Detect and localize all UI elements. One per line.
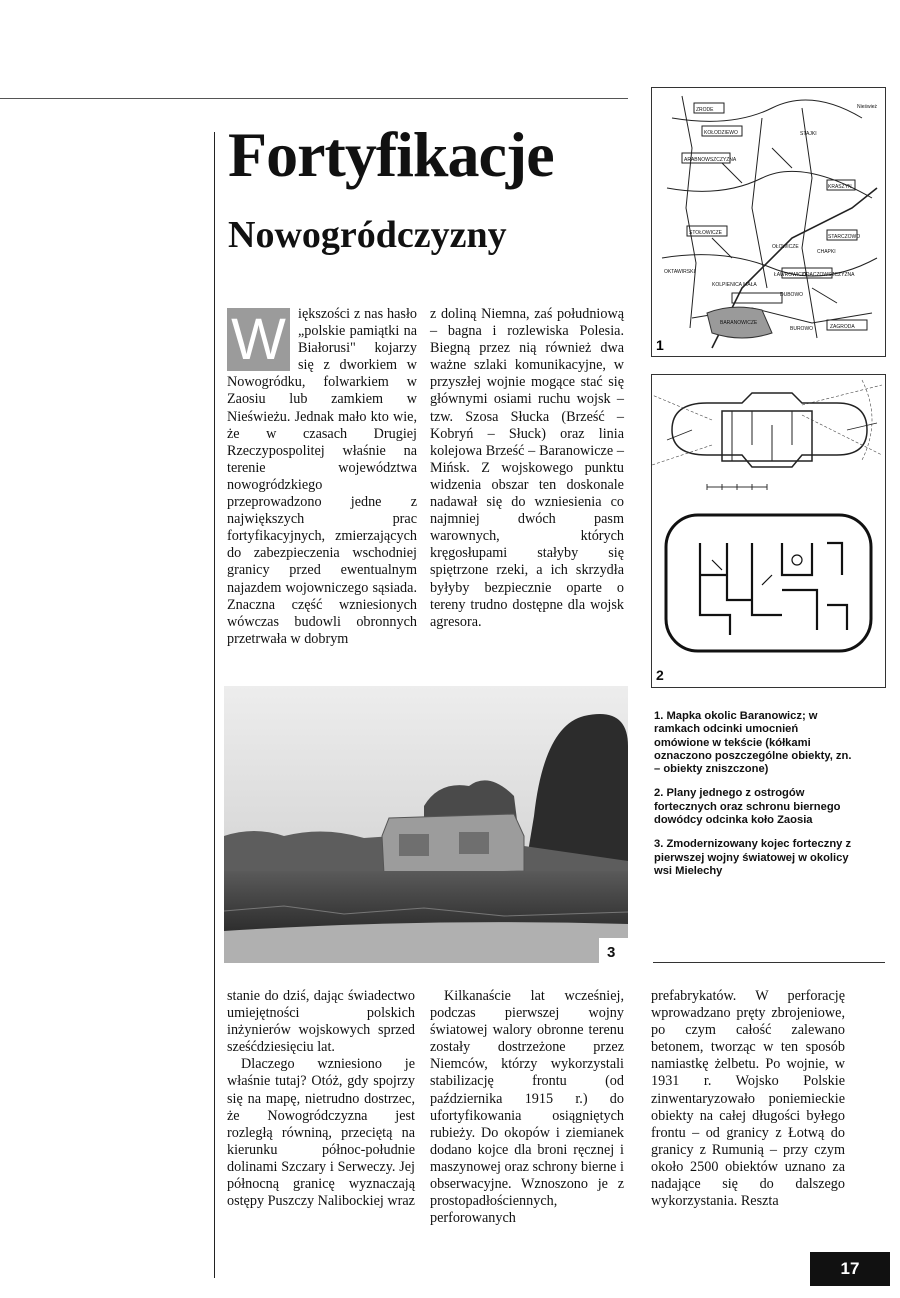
caption-rule: [653, 962, 885, 963]
caption-1: 1. Mapka okolic Baranowicz; w ramkach odcinki umocnień omówione w tekście (kółkami oznaczono poszczególne obiekty, zn. – obiekty zniszczone): [654, 710, 852, 776]
text-column-4: [430, 988, 624, 1227]
paragraph: iększości z nas hasło „polskie pamiątki na Białorusi" kojarzy się z dworkiem w Nowogródku, folwarkiem w Zaosiu lub zamkiem w Nieświeżu. Jednak mało kto wie, że w czasach Drugiej Rzeczypospolitej właśnie na terenie województwa nowogródzkiego przeprowadzono jedne z największych prac fortyfikacyjnych, zmierzających do zabezpieczenia wschodniej granicy przed ewentualnym najazdem wojowniczego sąsiada. Znaczna część wzniesionych wówczas budowli obronnych przetrwała w dobrym: [227, 306, 417, 647]
map-label: ZRODE: [696, 107, 714, 113]
paragraph: prefabrykatów. W perforację wprowadzano pręty zbrojeniowe, po czym całość zalewano betonem, tworząc w ten sposób namiastkę żelbetu. Po wojnie, w 1931 r. Wojsko Polskie zinwentaryzowało poniemieckie obiekty na całej długości byłego frontu – od granicy z Łotwą do granicy z Rumunią – przy czym około 2500 obiektów uznano za nadające się do dalszego wykorzystania. Reszta: [651, 988, 845, 1210]
paragraph: Kilkanaście lat wcześniej, podczas pierwszej wojny światowej walory obronne terenu zostały dostrzeżone przez Niemców, którzy wykorzystali stabilizację frontu (od października 1915 r.) do ufortyfikowania osiągniętych rubieży. Do okopów i ziemianek dodano kojce dla broni ręcznej i maszynowej oraz schrony bierne i obserwacyjne. Wznoszono je z prostopadłościennych, perforowanych: [430, 988, 624, 1227]
page-number: 17: [810, 1252, 890, 1286]
map-label: BUROWO: [790, 326, 814, 332]
map-label: KRASZYN: [828, 184, 852, 190]
figure-number: 1: [656, 337, 664, 353]
figure-1-map: [651, 87, 886, 357]
map-label: ZAGRODA: [830, 324, 855, 330]
paragraph: z doliną Niemna, zaś południową – bagna i rozlewiska Polesia. Biegną przez nią również dwa ważne szlaki komunikacyjne, w przyszłej wojnie mogące stać się głównymi osiami ruchu wojsk – tzw. Szosa Słucka (Brześć – Kobryń – Słuck) oraz linia kolejowa Brześć – Baranowicze – Mińsk. Z wojskowego punktu widzenia obszar ten doskonale nadawał się do wzniesienia co najmniej dwóch pasm warownych, których kręgosłupami stałyby się spiętrzone rzeki, a ich skrzydła byłyby bezpiecznie oparte o tereny trudno dostępne dla wojsk agresora.: [430, 306, 624, 630]
map-river: [682, 96, 696, 328]
photo-drawing: [224, 686, 628, 963]
map-label: OKTAWIRSKI: [664, 269, 695, 275]
top-rule: [0, 98, 628, 99]
map-drawing: [652, 88, 885, 356]
paragraph: Dlaczego wzniesiono je właśnie tutaj? Otóż, gdy spojrzy się na mapę, nietrudno dostrzec, że Nowogródczyzna jest rozległą równiną, przeciętą na kierunku północ-południe dolinami Szczary i Serweczy. Jej północną granicę wyznaczają ostępy Puszczy Nalibockiej wraz: [227, 1056, 415, 1210]
article-title: Fortyfikacje: [228, 119, 554, 190]
map-label: STAJKI: [800, 131, 817, 137]
paragraph: stanie do dziś, dając świadectwo umiejętności polskich inżynierów wojskowych sprzed sześćdziesięciu lat.: [227, 988, 415, 1056]
map-label: KOŁODZIEWO: [704, 130, 738, 136]
text-column-2: [430, 306, 624, 631]
figure-number: 2: [656, 667, 664, 683]
text-column-3: [227, 988, 415, 1210]
map-label: ŁAWROWICZE: [774, 272, 809, 278]
text-column-5: [651, 988, 845, 1210]
map-label: OŁOWICZE: [772, 244, 799, 250]
left-rule: [214, 132, 215, 1278]
bunker-outline: [666, 515, 871, 651]
road: [224, 922, 628, 963]
map-label: CHAPKI: [817, 249, 836, 255]
figure-3-photo: [224, 686, 628, 963]
map-label: ARABNOWSZCZYZNA: [684, 157, 737, 163]
plan-drawing: [652, 375, 885, 687]
figure-2-plans: [651, 374, 886, 688]
map-label: KOLPIENICA MAŁA: [712, 282, 757, 288]
drop-cap: W: [227, 308, 290, 371]
caption-2: 2. Plany jednego z ostrogów fortecznych oraz schronu biernego dowódcy odcinka koło Zaosia: [654, 787, 841, 827]
text-column-1: [227, 306, 417, 648]
caption-3: 3. Zmodernizowany kojec forteczny z pierwszej wojny światowej w okolicy wsi Mielechy: [654, 838, 852, 877]
map-label: STARCZOWO: [828, 234, 861, 240]
map-label: STOŁOWICZE: [689, 230, 722, 236]
fort-outline: [672, 393, 867, 467]
map-label: ODACZOWSZCZYZNA: [802, 272, 855, 278]
map-label: BARANOWICZE: [720, 320, 758, 326]
article-subtitle: Nowogródczyzny: [228, 214, 507, 256]
figure-number: 3: [607, 944, 616, 961]
map-label: Nieśwież: [857, 104, 878, 110]
map-label: DUBOWO: [780, 292, 804, 298]
figure-captions: [654, 710, 854, 889]
